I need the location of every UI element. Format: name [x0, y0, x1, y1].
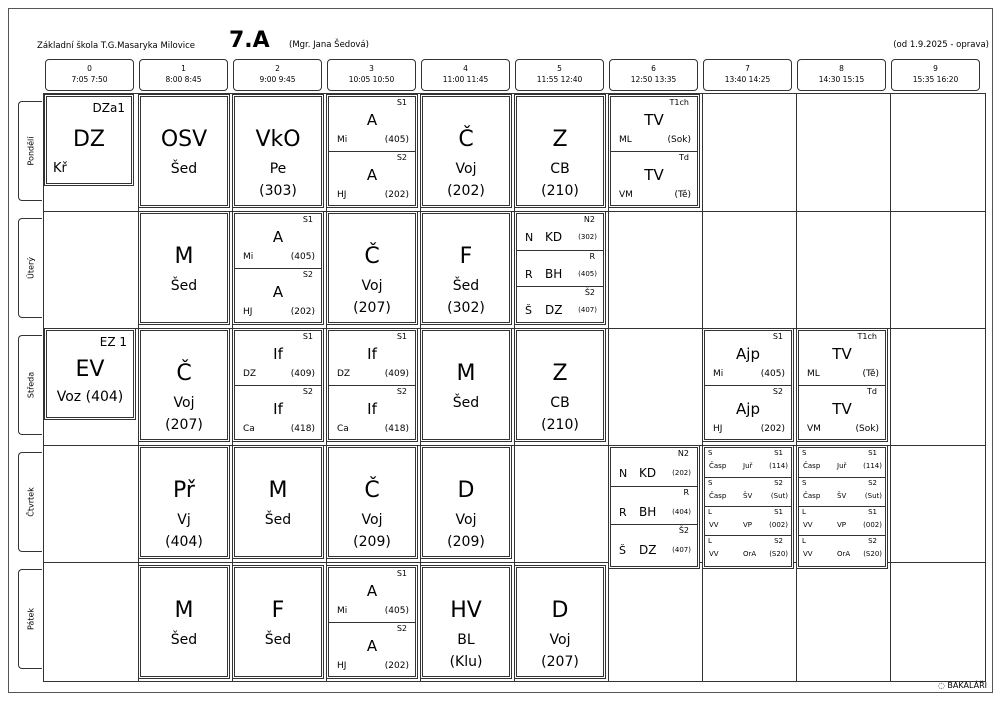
class-title: 7.A [229, 28, 270, 53]
lesson-cell[interactable]: F Šed (302) [420, 211, 512, 325]
lesson-cell[interactable]: F Šed [232, 565, 324, 679]
lesson-cell[interactable]: Č Voj (209) [326, 445, 418, 559]
day-label-wednesday: Středa [18, 335, 42, 435]
day-label-friday: Pátek [18, 569, 42, 669]
period-header: 4 11:00 11:45 [421, 59, 510, 91]
validity-note: (od 1.9.2025 - oprava) [893, 40, 989, 50]
lesson-cell[interactable]: D Voj (207) [514, 565, 606, 679]
period-header: 3 10:05 10:50 [327, 59, 416, 91]
lesson-cell-split[interactable]: T1ch TV ML (Tě) Td TV VM (Sok) [796, 328, 888, 442]
lesson-cell-split[interactable]: S1 A Mi (405) S2 A HJ (202) [326, 565, 418, 679]
lesson-cell-split[interactable]: S S1 Časp Juř (114) S S2 Časp ŠV (Sut) L S1 VV VP (002) L S2 VV OrA (S20) [796, 445, 888, 569]
lesson-cell[interactable]: VkO Pe (303) [232, 94, 324, 208]
lesson-cell-split[interactable]: N2 N KD (302) R R BH (405) Š2 Š DZ (407) [514, 211, 606, 325]
lesson-cell-split[interactable]: S1 A Mi (405) S2 A HJ (202) [232, 211, 324, 325]
lesson-cell[interactable]: Z CB (210) [514, 94, 606, 208]
period-header: 7 13:40 14:25 [703, 59, 792, 91]
period-header: 6 12:50 13:35 [609, 59, 698, 91]
lesson-cell[interactable]: Č Voj (207) [326, 211, 418, 325]
logo-icon: ◌ [937, 681, 945, 690]
period-header: 0 7:05 7:50 [45, 59, 134, 91]
period-header: 8 14:30 15:15 [797, 59, 886, 91]
lesson-cell[interactable]: Č Voj (202) [420, 94, 512, 208]
lesson-cell-split[interactable]: S1 Ajp Mi (405) S2 Ajp HJ (202) [702, 328, 794, 442]
lesson-cell[interactable]: M Šed [138, 565, 230, 679]
period-header: 9 15:35 16:20 [891, 59, 980, 91]
bakalari-logo: ◌ BAKALÁŘI [937, 681, 987, 690]
lesson-cell[interactable]: Př Vj (404) [138, 445, 230, 559]
lesson-cell[interactable]: M Šed [232, 445, 324, 559]
lesson-cell[interactable]: EZ 1 EV Voz (404) [44, 328, 136, 420]
lesson-cell-split[interactable]: N2 N KD (202) R R BH (404) Š2 Š DZ (407) [608, 445, 700, 569]
day-label-monday: Pondělí [18, 101, 42, 201]
lesson-cell[interactable]: M Šed [420, 328, 512, 442]
day-label-tuesday: Úterý [18, 218, 42, 318]
class-teacher: (Mgr. Jana Šedová) [289, 40, 369, 50]
lesson-cell[interactable]: OSV Šed [138, 94, 230, 208]
lesson-cell[interactable]: M Šed [138, 211, 230, 325]
lesson-cell[interactable]: Z CB (210) [514, 328, 606, 442]
lesson-cell[interactable]: D Voj (209) [420, 445, 512, 559]
lesson-cell[interactable]: HV BL (Klu) [420, 565, 512, 679]
period-header: 5 11:55 12:40 [515, 59, 604, 91]
lesson-cell-split[interactable]: S1 If DZ (409) S2 If Ca (418) [232, 328, 324, 442]
lesson-cell-split[interactable]: S1 A Mi (405) S2 A HJ (202) [326, 94, 418, 208]
school-name: Základní škola T.G.Masaryka Milovice [37, 41, 196, 51]
lesson-cell-split[interactable]: T1ch TV ML (Sok) Td TV VM (Tě) [608, 94, 700, 208]
day-label-thursday: Čtvrtek [18, 452, 42, 552]
period-header: 1 8:00 8:45 [139, 59, 228, 91]
lesson-cell-split[interactable]: S1 If DZ (409) S2 If Ca (418) [326, 328, 418, 442]
lesson-cell[interactable]: DZa1 DZ Kř [44, 94, 134, 186]
lesson-cell[interactable]: Č Voj (207) [138, 328, 230, 442]
lesson-cell-split[interactable]: S S1 Časp Juř (114) S S2 Časp ŠV (Sut) L S1 VV VP (002) L S2 VV OrA (S20) [702, 445, 794, 569]
period-header: 2 9:00 9:45 [233, 59, 322, 91]
